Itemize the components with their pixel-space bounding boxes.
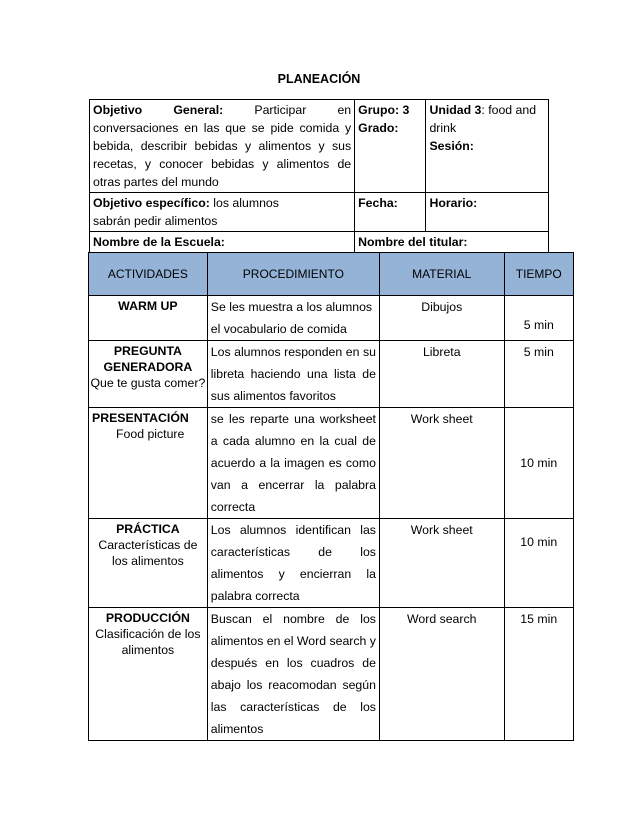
activity-name: PRÁCTICA: [116, 522, 180, 536]
activity-cell: [89, 519, 208, 608]
time-cell: 15 min: [504, 608, 573, 741]
activity-cell: [89, 341, 208, 408]
grupo-grado-cell: [355, 100, 426, 193]
table-row: [89, 608, 574, 741]
table-row: [89, 341, 574, 408]
objetivo-general-label: Objetivo General:: [93, 103, 224, 117]
fecha-cell: [355, 193, 426, 232]
procedure-cell: Los alumnos identifican las características de los alimentos y encierran la palabra correcta: [207, 519, 379, 608]
table-row: [89, 296, 574, 341]
horario-cell: [426, 193, 549, 232]
procedure-cell: Buscan el nombre de los alimentos en el Word search y después en los cuadros de abajo los reacomodan según las características de los alimentos: [207, 608, 379, 741]
material-cell: Work sheet: [379, 408, 504, 519]
col-header-material: MATERIAL: [379, 253, 504, 296]
objetivo-especifico-label: Objetivo específico:: [93, 196, 210, 210]
time-cell: 5 min: [504, 341, 573, 408]
objetivo-especifico-cell: [90, 193, 355, 232]
unidad-cell: [426, 100, 549, 193]
activity-subtitle: Food picture: [116, 427, 185, 441]
activity-cell: [89, 608, 208, 741]
col-header-tiempo: TIEMPO: [504, 253, 573, 296]
fecha-label: Fecha:: [358, 196, 398, 210]
activity-subtitle: Que te gusta comer?: [90, 376, 206, 390]
table-row: [89, 408, 574, 519]
unidad-text: : food and drink: [429, 103, 537, 135]
objetivo-general-text: Participar en conversaciones en las que se pide comida y bebida, describir bebidas y alimentos y sus recetas, y conocer bebidas y alimentos de otras partes del mundo: [93, 103, 352, 189]
objetivo-general-cell: [90, 100, 355, 193]
document-title: PLANEACIÓN: [277, 72, 361, 86]
table-header-row: [89, 253, 574, 296]
time-cell: 5 min: [504, 296, 573, 341]
unidad-label: Unidad 3: [429, 103, 482, 117]
titular-label: Nombre del titular:: [358, 235, 468, 249]
escuela-cell: [90, 232, 355, 253]
material-cell: Dibujos: [379, 296, 504, 341]
planning-header-table: [89, 99, 549, 253]
material-cell: Word search: [379, 608, 504, 741]
time-cell: 10 min: [504, 408, 573, 519]
titular-cell: [355, 232, 549, 253]
activity-subtitle: Características de los alimentos: [98, 538, 198, 568]
activity-cell: [89, 408, 208, 519]
objetivo-especifico-text: los alumnos sabrán pedir alimentos: [93, 196, 279, 228]
sesion-label: Sesión:: [429, 139, 474, 153]
grupo-label: Grupo: 3: [358, 103, 410, 117]
activity-subtitle: Clasificación de los alimentos: [95, 627, 201, 657]
material-cell: Libreta: [379, 341, 504, 408]
procedure-cell: Se les muestra a los alumnos el vocabulario de comida: [207, 296, 379, 341]
col-header-actividades: ACTIVIDADES: [89, 253, 208, 296]
activity-name: PREGUNTA GENERADORA: [103, 344, 193, 374]
time-cell: 10 min: [504, 519, 573, 608]
table-row: [89, 519, 574, 608]
activities-table: [88, 252, 574, 741]
material-cell: Work sheet: [379, 519, 504, 608]
activity-name: PRODUCCIÓN: [105, 611, 190, 625]
escuela-label: Nombre de la Escuela:: [93, 235, 225, 249]
procedure-cell: se les reparte una worksheet a cada alumno en la cual de acuerdo a la imagen es como van a encerrar la palabra correcta: [207, 408, 379, 519]
activity-cell: [89, 296, 208, 341]
grado-label: Grado:: [358, 121, 399, 135]
activity-name: WARM UP: [118, 299, 178, 313]
horario-label: Horario:: [429, 196, 478, 210]
procedure-cell: Los alumnos responden en su libreta haciendo una lista de sus alimentos favoritos: [207, 341, 379, 408]
activity-name: PRESENTACIÓN: [92, 411, 189, 425]
col-header-procedimiento: PROCEDIMIENTO: [207, 253, 379, 296]
